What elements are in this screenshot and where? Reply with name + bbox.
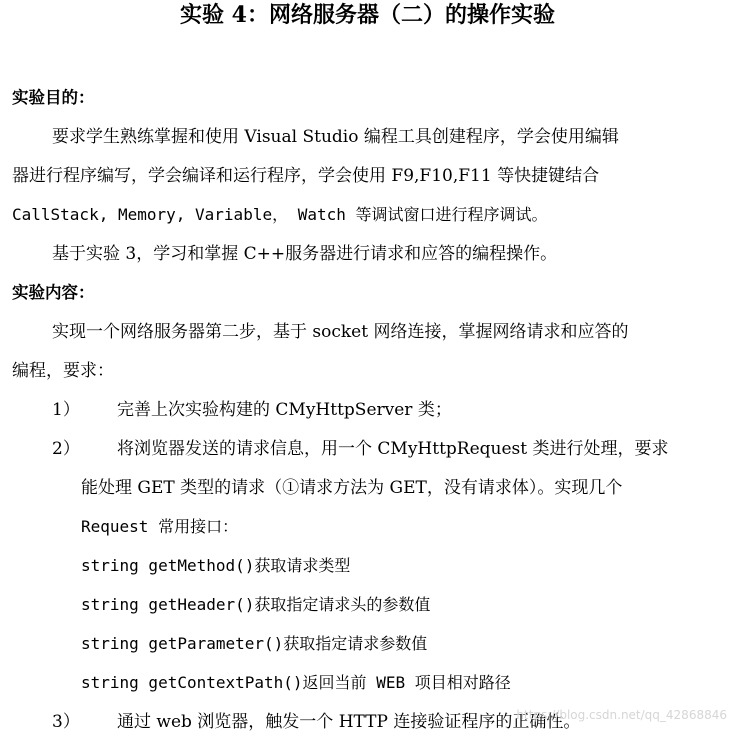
method-get-header: string getHeader()获取指定请求头的参数值 (81, 595, 431, 614)
list-item-text-3: 通过 web 浏览器，触发一个 HTTP 连接验证程序的正确性。 (117, 712, 581, 732)
objective-paragraph-line-1: 要求学生熟练掌握和使用 Visual Studio 编程工具创建程序，学会使用编辑 (52, 127, 619, 147)
list-item-number-1: 1） (52, 400, 80, 420)
objective-paragraph-2: 基于实验 3，学习和掌握 C++服务器进行请求和应答的编程操作。 (52, 244, 558, 264)
objective-paragraph-line-2: 器进行程序编写，学会编译和运行程序，学会使用 F9,F10,F11 等快捷键结合 (12, 166, 600, 186)
method-get-method: string getMethod()获取请求类型 (81, 556, 351, 575)
list-item-2-continuation-1: 能处理 GET 类型的请求（①请求方法为 GET，没有请求体）。实现几个 (81, 478, 623, 498)
page-title: 实验 4：网络服务器（二）的操作实验 (180, 2, 555, 28)
content-heading: 实验内容： (12, 283, 95, 302)
objective-heading: 实验目的： (12, 88, 95, 107)
content-intro-line-2: 编程，要求： (12, 361, 114, 381)
method-get-context-path: string getContextPath()返回当前 WEB 项目相对路径 (81, 673, 511, 692)
content-intro-line-1: 实现一个网络服务器第二步，基于 socket 网络连接，掌握网络请求和应答的 (52, 322, 629, 342)
list-item-text-1: 完善上次实验构建的 CMyHttpServer 类； (117, 400, 452, 420)
list-item-text-2: 将浏览器发送的请求信息，用一个 CMyHttpRequest 类进行处理，要求 (117, 439, 669, 459)
objective-paragraph-line-3: CallStack, Memory, Variable， Watch 等调试窗口进行程序调试。 (12, 205, 548, 224)
list-item-number-3: 3） (52, 712, 80, 732)
method-get-parameter: string getParameter()获取指定请求参数值 (81, 634, 428, 653)
list-item-number-2: 2） (52, 439, 80, 459)
list-item-2-continuation-2: Request 常用接口： (81, 517, 239, 536)
watermark: https://blog.csdn.net/qq_42868846 (516, 708, 727, 722)
